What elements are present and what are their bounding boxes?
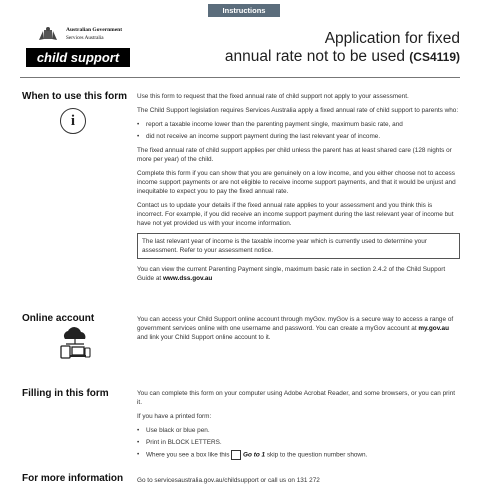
when-bullet-2: • did not receive an income support payment during the last relevant year of income.	[137, 132, 460, 141]
heading-when-to-use: When to use this form	[22, 91, 127, 102]
header-divider	[20, 77, 460, 78]
title-line-2-text: annual rate not to be used	[224, 48, 405, 65]
more-section	[137, 476, 460, 490]
filling-p2: If you have a printed form:	[137, 413, 212, 420]
title-line-2	[225, 48, 460, 66]
when-p6	[137, 265, 460, 283]
cloud-devices-icon	[58, 326, 92, 362]
heading-online-account: Online account	[22, 313, 95, 324]
filling-b3-start: Where you see a box like this	[146, 451, 230, 459]
online-p1	[137, 315, 460, 342]
coat-of-arms-icon	[37, 26, 59, 42]
when-p5: Contact us to update your details if the fixed annual rate applies to your assessment and you think this is incorrect. For example, if you did receive an income support payment during the last relevant year of income but have not yet provided us with your income information.	[137, 202, 454, 227]
when-section	[137, 92, 460, 288]
online-p1-end: and link your Child Support online account to it.	[137, 334, 271, 341]
gov-line-2: Services Australia	[66, 35, 104, 41]
goto-box-icon	[231, 450, 241, 460]
mygov-link[interactable]: my.gov.au	[418, 325, 450, 332]
filling-bullet-1: • Use black or blue pen.	[137, 426, 460, 435]
instructions-tab: Instructions	[208, 4, 280, 17]
online-p1-text: You can access your Child Support online account through myGov. myGov is a secure way to access a range of government services online with one username and password. You can create a myGov account at	[137, 316, 454, 332]
filling-p1: You can complete this form on your computer using Adobe Acrobat Reader, and some browsers, or you can print it.	[137, 390, 456, 406]
when-p3: The fixed annual rate of child support applies per child unless the parent has at least shared care (128 nights or more per year) of the child.	[137, 147, 452, 163]
form-code: (CS4119)	[409, 50, 460, 64]
when-p4: Complete this form if you can show that you are genuinely on a low income, and you either choose not to access income support payments or are not eligible to receive income support payments, and that it would be unjust and inequitable to expect you to pay the fixed annual rate.	[137, 170, 456, 195]
heading-filling-in: Filling in this form	[22, 388, 109, 399]
filling-section	[137, 389, 460, 465]
relevant-year-note: The last relevant year of income is the taxable income year which is currently used to determine your assessment. Refer to your assessment notice.	[137, 233, 460, 259]
info-icon: i	[60, 108, 86, 134]
title-line-1: Application for fixed	[324, 30, 460, 47]
filling-bullet-3	[137, 450, 460, 460]
filling-list	[137, 426, 460, 460]
heading-more-info: For more information	[22, 473, 124, 484]
filling-b3-end: skip to the question number shown.	[266, 451, 368, 459]
online-section	[137, 315, 460, 347]
when-p1: Use this form to request that the fixed annual rate of child support not apply to your assessment.	[137, 93, 409, 100]
when-bullet-1: • report a taxable income lower than the parenting payment single, maximum basic rate, and	[137, 120, 460, 129]
page-title	[225, 30, 460, 66]
dss-link[interactable]: www.dss.gov.au	[162, 275, 213, 282]
when-p6-text: You can view the current Parenting Payment single, maximum basic rate in section 2.4.2 of the Child Support Guide at	[137, 266, 446, 282]
filling-bullet-2: • Print in BLOCK LETTERS.	[137, 438, 460, 447]
when-p2: The Child Support legislation requires Services Australia apply a fixed annual rate of child support to parents who:	[137, 107, 459, 114]
when-list	[137, 120, 460, 141]
child-support-logo: child support	[26, 48, 130, 67]
goto-label: Go to 1	[243, 451, 266, 459]
gov-line-1: Australian Government	[66, 27, 123, 33]
more-p1: Go to servicesaustralia.gov.au/childsupport or call us on 131 272	[137, 477, 320, 484]
